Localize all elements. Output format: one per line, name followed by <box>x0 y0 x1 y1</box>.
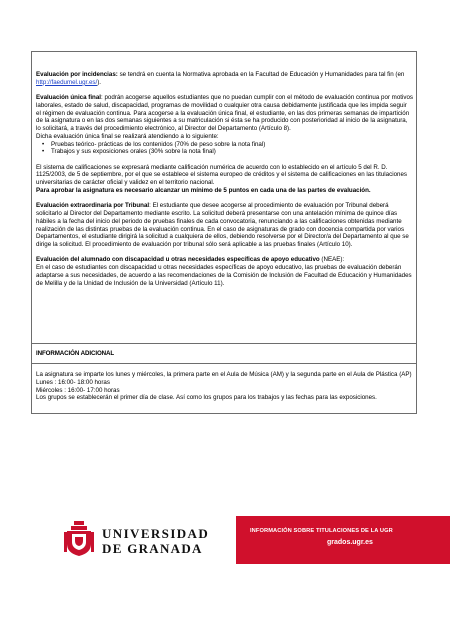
nee-tag: (NEAE): <box>319 256 345 264</box>
crest-icon <box>62 520 96 558</box>
unica-intro: Dicha evaluación única final se realizará atendiendo a lo siguiente: <box>36 132 219 140</box>
nee-paragraph <box>36 256 413 264</box>
unica-text: : podrán acogerse aquellos estudiantes que no puedan cumplir con el método de evaluación continua por motivos laborales, estado de salud, discapacidad, programas de movilidad o cualquier otra causa debidamente justificada que les impida seguir el régimen de evaluación continua. Para acogerse a la evaluación única final, el estudiante, en las dos primeras semanas de impartición de la asignatura o en las dos semanas siguientes a su matriculación si ésta se ha producido con posterioridad al inicio de la asignatura, lo solicitará, a través del procedimiento electrónico, al Director del Departamento (Artículo 8). <box>36 94 413 133</box>
nee-title: Evaluación del alumnado con discapacidad u otras necesidades específicas de apoyo educativo <box>36 256 320 264</box>
faculty-link[interactable]: http://faedumel.ugr.es/ <box>36 78 98 86</box>
section-divider-top <box>32 343 416 344</box>
section-divider-bottom <box>32 363 416 364</box>
incidencias-text: se tendrá en cuenta la Normativa aprobada en la Facultad de Educación y Humanidades para tal fin (en <box>117 71 405 78</box>
calificaciones-requirement <box>36 187 413 195</box>
evaluation-section <box>36 71 413 287</box>
additional-info-section <box>36 371 413 402</box>
banner-title: INFORMACIÓN SOBRE TITULACIONES DE LA UGR <box>250 528 393 534</box>
unica-paragraph <box>36 94 413 133</box>
incidencias-end: ). <box>97 78 102 86</box>
calificaciones-bold: Para aprobar la asignatura es necesario alcanzar un mínimo de 5 puntos en cada una de las partes de evaluación. <box>36 186 371 194</box>
university-logo[interactable] <box>62 520 212 560</box>
nee-text: En el caso de estudiantes con discapacidad u otras necesidades específicas de apoyo educativo, las pruebas de evaluación deberán adaptarse a sus necesidades, de acuerdo a las recomendaciones de la Comisión de Inclusión de Facultad de Educación y Humanidades de Melilla y de la Unidad de Inclusión de la Universidad (Artículo 11). <box>36 264 412 287</box>
incidencias-title: Evaluación por incidencias: <box>36 71 118 78</box>
unica-criteria-list <box>36 141 413 157</box>
list-item: • Trabajos y sus exposiciones orales (30% sobre la nota final) <box>51 148 413 156</box>
university-name-line1: UNIVERSIDAD <box>102 526 210 541</box>
calificaciones-text: El sistema de calificaciones se expresará mediante calificación numérica de acuerdo con lo establecido en el artículo 5 del R. D. 1125/2003, de 5 de septiembre, por el que se establece el sistema europeo de créditos y el sistema de calificaciones en las titulaciones universitarias de carácter oficial y validez en el territorio nacional. <box>36 163 408 187</box>
extra-title: Evaluación extraordinaria por Tribunal <box>36 202 150 210</box>
additional-info-heading: INFORMACIÓN ADICIONAL <box>36 350 115 357</box>
extra-text: : El estudiante que desee acogerse al procedimiento de evaluación por Tribunal deberá solicitarlo al Director del Departamento mediante escrito. La solicitud deberá presentarse con una antelación mínima de quince días hábiles a la fecha del inicio del periodo de pruebas finales de cada convocatoria, renunciando a las calificaciones obtenidas mediante realización de las distintas pruebas de la evaluación continua. En el caso de asignaturas de grado con docencia compartida por varios Departamentos, el estudiante dirigirá la solicitud a cualquiera de ellos, debiendo resolverse por el Director/a del Departamento al que se dirige la solicitud. El procedimiento de evaluación por tribunal sólo será aplicable a las pruebas finales (Artículo 10). <box>36 202 409 249</box>
footer <box>0 508 450 636</box>
incidencias-paragraph <box>36 71 413 87</box>
university-name-line2: DE GRANADA <box>102 541 203 556</box>
schedule-wednesday: Miércoles : 16:00- 17:00 horas <box>36 386 120 394</box>
content-box <box>31 51 417 414</box>
unica-title: Evaluación única final <box>36 94 101 102</box>
degrees-banner[interactable] <box>236 516 450 564</box>
list-item: • Pruebas teórico- prácticas de los contenidos (70% de peso sobre la nota final) <box>51 141 413 149</box>
groups-note: Los grupos se establecerán el primer día de clase. Así como los grupos para los trabajos y las fechas para las exposiciones. <box>36 394 377 402</box>
schedule-monday: Lunes : 16:00- 18:00 horas <box>36 378 110 386</box>
banner-site[interactable]: grados.ugr.es <box>327 539 373 546</box>
schedule-intro: La asignatura se imparte los lunes y miércoles, la primera parte en el Aula de Música (AM) y la segunda parte en el Aula de Plástica (AP) <box>36 371 412 378</box>
extra-paragraph <box>36 202 413 249</box>
